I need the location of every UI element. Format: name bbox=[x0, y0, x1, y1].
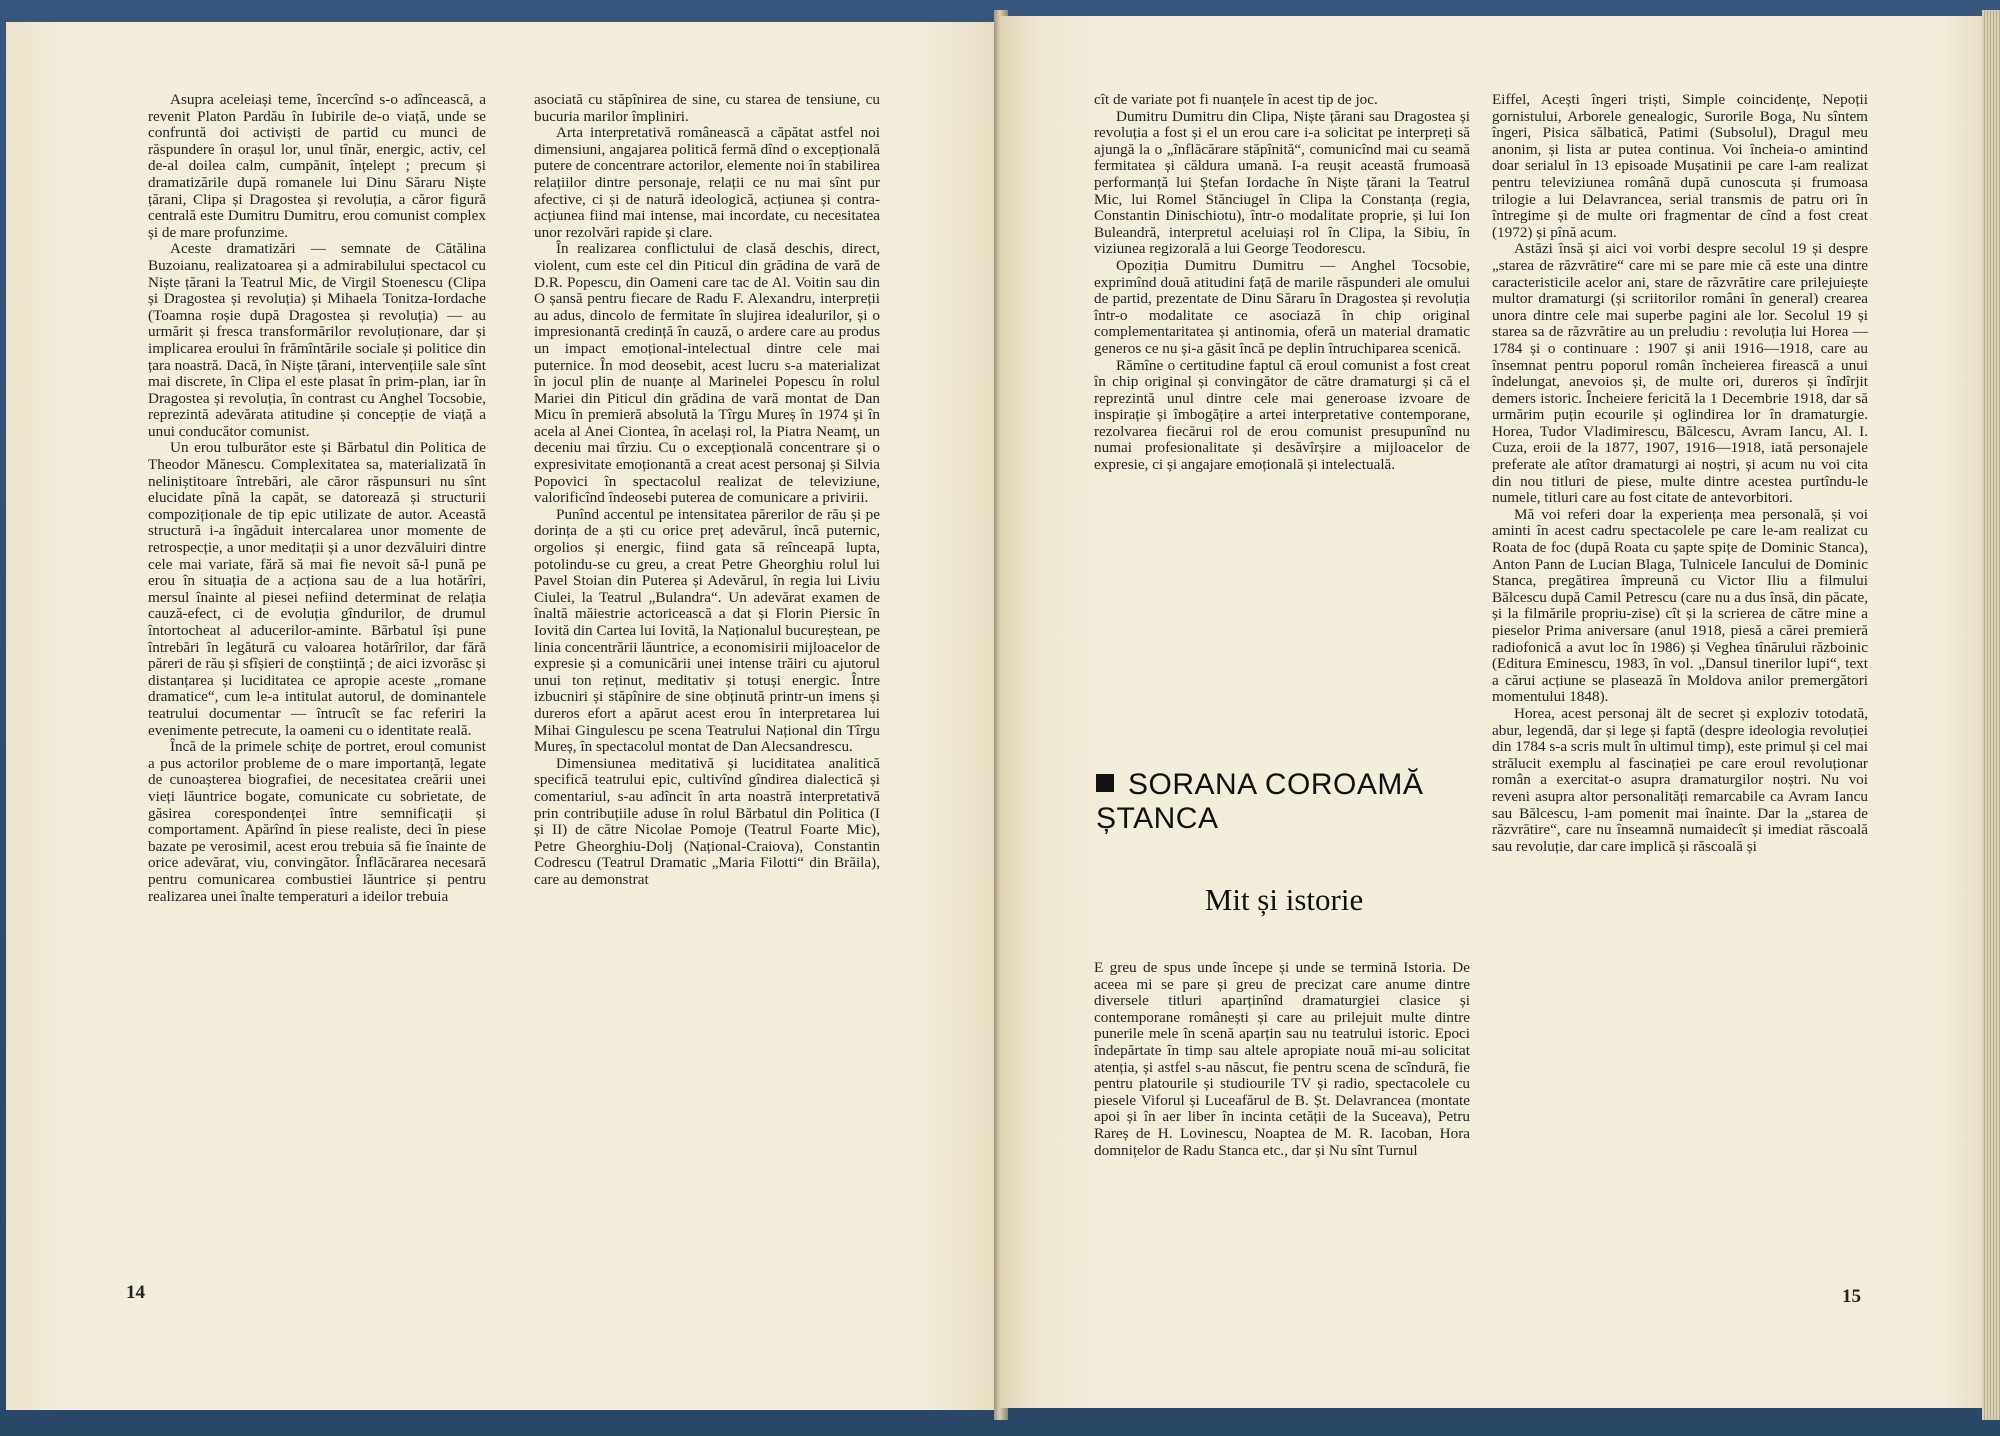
article-subtitle: Mit și istorie bbox=[1204, 882, 1364, 917]
paragraph: Aceste dramatizări — semnate de Cătălina Buzoianu, realizatoarea și a admirabilului spectacol cu Niște țărani la Teatrul Mic, de Virgil Stoenescu (Clipa și Dragostea și revoluția) și Mihaela Tonitza-Iordache (Toamna roșie după Dragostea și revoluția) — au urmărit și fresca transformărilor revoluționare, dar și implicarea eroului în frămîntările sociale și politice din țara noastră. Dacă, în Niște țărani, intervențiile sale sînt mai discrete, în Clipa el este plasat în prim-plan, iar în Dragostea și revoluția, în contrast cu Anghel Tocsobie, reprezintă adevărata atitudine și concepție de viață a unui conducător comunist. bbox=[148, 240, 486, 440]
paragraph: Mă voi referi doar la experiența mea personală, și voi aminti în acest cadru spectacolele pe care le-am realizat cu Roata de foc (după Roata cu șapte spițe de Dominic Stanca), Anton Pann de Lucian Blaga, Tulnicele Iancului de Dominic Stanca, pregătirea împreună cu Victor Iliu a filmului Bălcescu după Camil Petrescu (care nu a dus însă, din păcate, și la filmările propriu-zise) cît și la scrierea de către mine a pieselor Prima aniversare (anul 1918, piesă a cărei premieră radiofonică a avut loc în 1986) și Veghea tînărului războinic (Editura Eminescu, 1983, în vol. „Dansul tinerilor lupi“, text a cărui acțiune se plasează în Moldova anilor premergători momentului 1848). bbox=[1492, 505, 1868, 706]
section-title bbox=[1096, 768, 1476, 836]
left-page bbox=[6, 22, 1000, 1410]
paragraph: Dimensiunea meditativă și luciditatea analitică specifică teatrului epic, cultivînd gîndirea dialectică și comentariul, s-au adîncit în arta noastră interpretativă prin contribuțiile aduse în rolul Bărbatul din Politica (I și II) de către Nicolae Pomoje (Teatrul Foarte Mic), Petre Gheorghiu-Dolj (Național-Craiova), Constantin Codrescu (Teatrul Dramatic „Maria Filotti“ din Brăila), care au demonstrat bbox=[534, 754, 880, 888]
left-page-column-2 bbox=[534, 92, 880, 889]
paragraph: Asupra aceleiași teme, încercînd s-o adîncească, a revenit Platon Pardău în Iubirile de-o viață, unde se confruntă doi activiști de partid cu munci de răspundere în orașul lor, unul tînăr, energic, activ, cel de-al doilea calm, cumpănit, înțelept ; precum și dramatizările după romanele lui Dinu Săraru Niște țărani, Clipa și Dragostea și revoluția, a căror figură centrală este Dumitru Dumitru, erou comunist complex și de mare profunzime. bbox=[148, 91, 486, 241]
paragraph: Arta interpretativă românească a căpătat astfel noi dimensiuni, angajarea politică fermă dînd o excepțională putere de concentrare actorilor, elemente noi în stabilirea relațiilor dintre personaje, relații ce nu mai sînt pur afective, ci și de natură ideologică, acțiunea și contra-acțiunea fiind mai intense, mai incordate, cu necesitatea unor rezolvări rapide și clare. bbox=[534, 124, 881, 241]
paragraph: Horea, acest personaj ält de secret și exploziv totodată, abur, legendă, dar și lege și faptă (despre ideologia revoluției din 1784 s-a scris mult în ultimul timp), este primul și cel mai strălucit exemplu al fascinației pe care eroul revoluționar român a exercitat-o asupra dramaturgilor noștri. Nu voi reveni asupra altor personalități remarcabile ca Avram Iancu sau Bălcescu, l-am pomenit mai înainte. Dar la „starea de răzvrătire“, care nu înseamnă numaidecît și imediat răscoală sau revoluție, dar care implică și răscoală și bbox=[1492, 704, 1868, 855]
paragraph: asociată cu stăpînirea de sine, cu starea de tensiune, cu bucuria marilor împliniri. bbox=[534, 91, 880, 125]
right-page bbox=[1000, 16, 1982, 1408]
paragraph: E greu de spus unde începe și unde se termină Istoria. De aceea mi se pare și greu de precizat care anume dintre diversele titluri aparținînd dramaturgiei clasice și contemporane românești și care au prilejuit multe dintre punerile mele în scenă aparțin sau nu teatrului istoric. Epoci îndepărtate în timp sau altele apropiate nouă mi-au solicitat atenția, și astfel s-au născut, fie pentru scena de scîndură, fie pentru platourile și studiourile TV și radio, spectacolele cu piesele Viforul și Luceafărul de B. Șt. Delavrancea (montate apoi și în aer liber în incinta cetății de la Suceava), Petru Rareș de H. Lovinescu, Noaptea de M. R. Iacoban, Hora domnițelor de Radu Stanca etc., dar și Nu sînt Turnul bbox=[1094, 959, 1470, 1159]
right-page-column-2 bbox=[1492, 92, 1868, 855]
right-page-column-1-top bbox=[1094, 92, 1470, 474]
left-page-column-1 bbox=[148, 92, 486, 905]
paragraph: Rămîne o certitudine faptul că eroul comunist a fost creat în chip original și convingător de către dramaturgi și că el reprezintă unul dintre cele mai generoase izvoare de inspirație și îmbogățire a artei interpretative contemporane, rezolvarea fiecărui rol de erou comunist presupunînd nu numai profesionalitate și desăvîrșire a mijloacelor de expresie, ci și angajare emoțională și intelectuală. bbox=[1094, 356, 1470, 474]
page-number-left: 14 bbox=[126, 1282, 145, 1303]
page-number-right: 15 bbox=[1842, 1286, 1861, 1307]
right-page-column-1-bottom bbox=[1094, 960, 1470, 1159]
paragraph: Un erou tulburător este și Bărbatul din Politica de Theodor Mănescu. Complexitatea sa, materializată în neliniștitoare întrebări, ale căror răspunsuri nu sînt elucidate pînă la capăt, se datorează și structurii compoziționale de tip epic utilizate de autor. Această structură i-a îngăduit intercalarea unor momente de retrospecție, a unor meditații și a unor dezvăluiri dintre cele mai variate, fără să mai fie nevoit să-l pună pe erou în situația de a acționa sau de a lua hotărîri, mersul înainte al piesei nefiind determinat de relația cauză-efect, ci de evoluția gîndurilor, de drumul întortocheat al aducerilor-aminte. Bărbatul își pune întrebări în legătură cu valoarea hotărîrilor, dar fără păreri de rău și sfîșieri de conștiință ; de aici izvorăsc și distanțarea și luciditatea ce apropie aceste „romane dramatice“, cum le-a intitulat autorul, de dominantele teatrului documentar — întrucît se fac referiri la evenimente petrecute, la oameni cu o identitate reală. bbox=[148, 439, 486, 739]
paragraph: Punînd accentul pe intensitatea părerilor de rău și pe dorința de a ști cu orice preț adevărul, încă puternic, orgolios și energic, fiind gata să reînceapă lupta, potolindu-se cu greu, a creat Petre Gheorghiu rolul lui Pavel Stoian din Puterea și Adevărul, în regia lui Liviu Ciulei, la Teatrul „Bulandra“. Un adevărat examen de înaltă măiestrie actoricească a dat și Florin Piersic în Iovită din Cartea lui Iovită, la Naționalul bucureștean, pe linia concentrării lăuntrice, a economisirii mijloacelor de expresie și a comunicării unei intense trăiri cu ajutorul unui ton reținut, meditativ și totuși energic. Între izbucniri și stăpînire de sine obținută printr-un imens și dureros efort a apărut acest erou în interpretarea lui Mihai Gingulescu pe scena Teatrului Național din Tîrgu Mureș, în spectacolul montat de Dan Alecsandrescu. bbox=[534, 505, 880, 756]
paragraph: Opoziția Dumitru Dumitru — Anghel Tocsobie, exprimînd două atitudini față de marile răspunderi ale omului de partid, prezentate de Dinu Săraru în Dragostea și revoluția într-o modalitate ce asociază în chip original complementaritatea și antinomia, oferă un material dramatic generos ce nu și-a găsit încă pe deplin întruchiparea scenică. bbox=[1094, 256, 1470, 357]
paragraph: Eiffel, Acești îngeri triști, Simple coincidențe, Nepoții gornistului, Arborele genealogic, Surorile Boga, Nu sîntem îngeri, Pisica sălbatică, Patimi (Subsolul), Dragul meu anonim, și lista ar putea continua. Voi încheia-o amintind doar serialul în 13 episoade Mușatinii pe care l-am realizat pentru televiziunea română după cunoscuta și frumoasa trilogie a lui Delavrancea, serial transmis de patru ori în întregime și de multe ori fragmentar de cînd a fost creat (1972) și pînă acum. bbox=[1492, 91, 1868, 241]
paragraph: Astăzi însă și aici voi vorbi despre secolul 19 și despre „starea de răzvrătire“ care mi se pare mie că este una dintre caracteristicile acelor ani, stare de răzvrătire care prilejuiește multor dramaturgi (și scriitorilor români în general) crearea unora dintre cele mai superbe pagini ale lor. Secolul 19 și starea sa de răzvrătire au un preludiu : revoluția lui Horea — 1784 și o continuare : 1907 și anii 1916—1918, care au însemnat pentru poporul român încheierea firească a unui îndelungat, anevoios și, de multe ori, dureros și îndîrjit demers istoric. Încheiere fericită la 1 Decembrie 1918, dar să urmărim puțin ecourile și oglindirea lor în dramaturgie. Horea, Tudor Vladimirescu, Bălcescu, Avram Iancu, Al. I. Cuza, eroii de la 1877, 1907, 1916—1918, iată personajele preferate ale atîtor dramaturgi ai noștri, și acum nu voi cita din nou titluri de piese, multe dintre acestea purtîndu-le numele, titluri care au fost citate de antevorbitori. bbox=[1492, 240, 1868, 507]
square-bullet-icon bbox=[1096, 774, 1114, 792]
paragraph: cît de variate pot fi nuanțele în acest tip de joc. bbox=[1094, 91, 1378, 108]
paragraph: Dumitru Dumitru din Clipa, Niște țărani sau Dragostea și revoluția a fost și el un erou care i-a solicitat pe interpreți să ajungă la o „înflăcărare stăpînită“, comunicînd mai cu seamă fermitatea și căldura umană. I-a reușit această frumoasă performanță lui Ștefan Iordache în Niște țărani la Teatrul Mic, lui Romel Stănciugel în Clipa la Constanța (regia, Constantin Dinischiotu), într-o modalitate proprie, și lui Ion Buleandră, interpretul aceluiași rol în Clipa, la Sibiu, în viziunea regizorală a lui George Teodorescu. bbox=[1094, 107, 1470, 258]
page-edges bbox=[1982, 10, 2000, 1420]
paragraph: Încă de la primele schițe de portret, eroul comunist a pus actorilor probleme de o mare importanță, legate de cunoașterea biografiei, de necesitatea creării unei vieți lăuntrice bogate, comunicate cu sobrietate, de găsirea corespondenței între semnificații și comportament. Apărînd în piese realiste, deci în piese bazate pe verosimil, acest erou trebuia să fie înainte de orice adevărat, viu, convingător. Înflăcărarea necesară pentru comunicarea combustiei lăuntrice și pentru realizarea unei înalte temperaturi a ideilor trebuia bbox=[148, 738, 486, 905]
author-name: SORANA COROAMĂ ȘTANCA bbox=[1096, 768, 1424, 835]
paragraph: În realizarea conflictului de clasă deschis, direct, violent, cum este cel din Piticul din grădina de vară de D.R. Popescu, din Oameni care tac de Al. Voitin sau din O șansă pentru fiecare de Radu F. Alexandru, interpreții au adus, dincolo de fermitate în slujirea idealurilor, și o impresionantă credință în cauză, o ardere care au produs un impact emoțional-intelectual dintre cele mai puternice. În mod deosebit, acest lucru s-a materializat în jocul plin de nuanțe al Marinelei Popescu în rolul Mariei din Piticul din grădina de vară montat de Dan Micu în premieră absolută la Tîrgu Mureș în 1974 și în acela al Anei Ciontea, în același rol, la Piatra Neamț, un deceniu mai tîrziu. Cu o excepțională concentrare și o expresivitate emoționantă a creat acest personaj și Silvia Popovici în spectacolul realizat de televiziune, valorificînd îndeosebi puterea de comunicare a privirii. bbox=[534, 240, 880, 507]
